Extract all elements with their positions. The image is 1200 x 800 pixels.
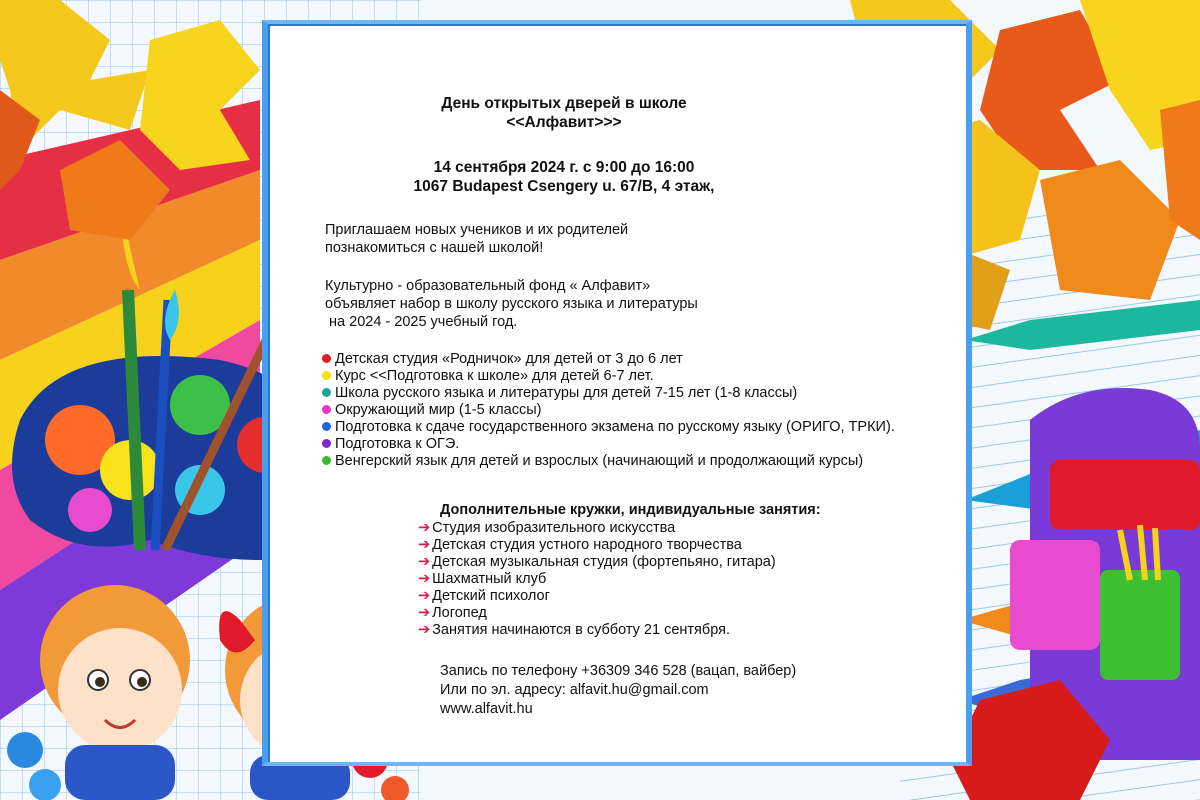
invite-line-1: Приглашаем новых учеников и их родителей [325,222,629,238]
list-item: ➔ Детская музыкальная студия (фортепьяно, гитара) [418,554,776,570]
arrow-right-icon: ➔ [418,520,431,536]
page-title: День открытых дверей в школе [441,95,687,112]
arrow-right-icon: ➔ [418,554,431,570]
list-item: ➔ Логопед [418,605,487,621]
bullet-icon [322,388,331,397]
list-item: Школа русского языка и литературы для детей 7-15 лет (1-8 классы) [322,385,895,402]
announce-line-2: объявляет набор в школу русского языка и литературы [325,296,698,312]
bullet-icon [322,405,331,414]
contact-phone: Запись по телефону +36309 346 528 (вацап, вайбер) [440,663,797,679]
extras-heading: Дополнительные кружки, индивидуальные занятия: [440,502,821,518]
list-item: Курс <<Подготовка к школе» для детей 6-7 лет. [322,368,895,385]
bullet-icon [322,439,331,448]
list-item: ➔ Детская студия устного народного творчества [418,537,742,553]
programs-list [322,351,895,470]
event-date: 14 сентября 2024 г. с 9:00 до 16:00 [433,159,695,176]
bullet-icon [322,354,331,363]
arrow-right-icon: ➔ [418,605,431,621]
list-item: Венгерский язык для детей и взрослых (начинающий и продолжающий курсы) [322,453,895,470]
event-address: 1067 Budapest Csengery u. 67/B, 4 этаж, [413,178,715,195]
bullet-icon [322,456,331,465]
extras-list [418,520,776,639]
arrow-right-icon: ➔ [418,571,431,587]
arrow-right-icon: ➔ [418,622,431,638]
school-name: <<Алфавит>>> [506,114,622,131]
list-item: Подготовка к ОГЭ. [322,436,895,453]
list-item: Окружающий мир (1-5 классы) [322,402,895,419]
list-item: Детская студия «Родничок» для детей от 3 до 6 лет [322,351,895,368]
arrow-right-icon: ➔ [418,588,431,604]
announce-line-3: на 2024 - 2025 учебный год. [325,314,518,330]
list-item: ➔ Студия изобразительного искусства [418,520,676,536]
contact-email[interactable]: Или по эл. адресу: alfavit.hu@gmail.com [440,682,709,698]
list-item: ➔ Занятия начинаются в субботу 21 сентября. [418,622,730,638]
list-item: ➔ Детский психолог [418,588,550,604]
bullet-icon [322,371,331,380]
arrow-right-icon: ➔ [418,537,431,553]
list-item: Подготовка к сдаче государственного экзамена по русскому языку (ОРИГО, ТРКИ). [322,419,895,436]
bullet-icon [322,422,331,431]
invite-line-2: познакомиться с нашей школой! [325,240,544,256]
website-link[interactable]: www.alfavit.hu [440,701,533,717]
list-item: ➔ Шахматный клуб [418,571,547,587]
announce-line-1: Культурно - образовательный фонд « Алфавит» [325,278,651,294]
